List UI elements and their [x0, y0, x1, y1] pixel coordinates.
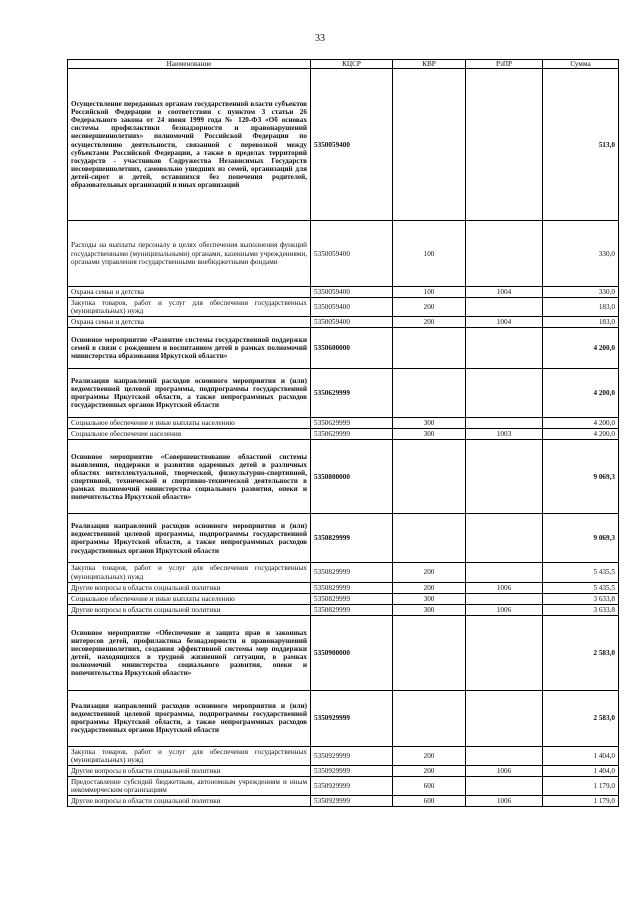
cell-name: Охрана семьи и детства — [68, 287, 311, 298]
cell-kvr: 300 — [393, 604, 466, 615]
table-row — [68, 514, 619, 563]
cell-kvr — [393, 328, 466, 369]
table-row — [68, 440, 619, 514]
cell-rzpr — [466, 440, 543, 514]
cell-name: Реализация направлений расходов основного мероприятия и (или) ведомственной целевой программы, подпрограммы государственной программы Иркутской области, а также непрограммных расходов государственных органов Иркутской области — [68, 369, 311, 418]
cell-kvr — [393, 615, 466, 690]
table-row — [68, 582, 619, 593]
cell-name: Другие вопросы в области социальной политики — [68, 582, 311, 593]
cell-kvr — [393, 69, 466, 221]
cell-sum: 4 200,0 — [543, 328, 619, 369]
cell-kvr — [393, 440, 466, 514]
cell-name: Реализация направлений расходов основного мероприятия и (или) ведомственной целевой программы, подпрограммы государственной программы Иркутской области, а также непрограммных расходов государственных органов Иркутской области — [68, 690, 311, 746]
cell-name: Предоставление субсидий бюджетным, автономным учреждениям и иным некоммерческим организациям — [68, 776, 311, 795]
cell-sum: 3 633,8 — [543, 593, 619, 604]
table-row — [68, 221, 619, 287]
cell-kcsr: 5350629999 — [311, 429, 393, 440]
cell-kcsr: 5350629999 — [311, 369, 393, 418]
cell-sum: 5 435,5 — [543, 582, 619, 593]
table-row — [68, 328, 619, 369]
cell-sum: 4 200,0 — [543, 429, 619, 440]
cell-sum: 183,0 — [543, 317, 619, 328]
cell-sum: 5 435,5 — [543, 563, 619, 582]
cell-kvr: 300 — [393, 429, 466, 440]
table-row — [68, 298, 619, 317]
cell-kcsr: 5350929999 — [311, 690, 393, 746]
table-row — [68, 690, 619, 746]
cell-sum: 3 633,8 — [543, 604, 619, 615]
cell-name: Осуществление переданных органам государственной власти субъектов Российской Федерации в соответствии с пунктом 3 статьи 26 Федерального закона от 24 июня 1999 года № 120-ФЗ «Об основах системы профилактики безнадзорности и правонарушений несовершеннолетних» полномочий Российской Федерации по осуществлению деятельности, связанной с перевозкой между субъектами Российской Федерации, а также в пределах территорий государств - участников Содружества Независимых Государств несовершеннолетних, самовольно ушедших из семей, организаций для детей-сирот и детей, оставшихся без попечения родителей, образовательных организаций и иных организаций — [68, 69, 311, 221]
cell-kvr: 600 — [393, 796, 466, 807]
cell-rzpr: 1004 — [466, 287, 543, 298]
cell-rzpr — [466, 369, 543, 418]
table-row — [68, 796, 619, 807]
cell-rzpr: 1006 — [466, 765, 543, 776]
cell-sum: 9 069,3 — [543, 440, 619, 514]
cell-kcsr: 5350929999 — [311, 746, 393, 765]
cell-sum: 330,0 — [543, 221, 619, 287]
cell-kcsr: 5350829999 — [311, 593, 393, 604]
cell-rzpr — [466, 69, 543, 221]
cell-name: Другие вопросы в области социальной политики — [68, 604, 311, 615]
cell-rzpr — [466, 514, 543, 563]
cell-sum: 4 200,0 — [543, 369, 619, 418]
page-number: 33 — [315, 33, 325, 44]
cell-kcsr: 5350059400 — [311, 287, 393, 298]
cell-kcsr: 5350059400 — [311, 298, 393, 317]
cell-rzpr: 1004 — [466, 317, 543, 328]
cell-kvr: 200 — [393, 298, 466, 317]
cell-name: Социальное обеспечение и иные выплаты населению — [68, 593, 311, 604]
cell-kvr: 100 — [393, 287, 466, 298]
cell-sum: 1 404,0 — [543, 746, 619, 765]
table-row — [68, 604, 619, 615]
cell-kcsr: 5350829999 — [311, 514, 393, 563]
cell-kcsr: 5350929999 — [311, 796, 393, 807]
budget-table — [67, 59, 619, 807]
cell-sum: 2 583,0 — [543, 615, 619, 690]
table-row — [68, 563, 619, 582]
cell-kvr: 600 — [393, 776, 466, 795]
cell-sum: 9 069,3 — [543, 514, 619, 563]
table-row — [68, 429, 619, 440]
cell-rzpr — [466, 298, 543, 317]
cell-kcsr: 5350629999 — [311, 418, 393, 429]
table-row — [68, 287, 619, 298]
header-kvr: КВР — [393, 60, 466, 69]
cell-kvr: 200 — [393, 317, 466, 328]
header-sum: Сумма — [543, 60, 619, 69]
cell-rzpr — [466, 563, 543, 582]
cell-rzpr — [466, 615, 543, 690]
cell-kvr: 100 — [393, 221, 466, 287]
cell-rzpr — [466, 328, 543, 369]
cell-name: Закупка товаров, работ и услуг для обеспечения государственных (муниципальных) нужд — [68, 563, 311, 582]
cell-rzpr — [466, 746, 543, 765]
cell-name: Социальное обеспечение и иные выплаты населению — [68, 418, 311, 429]
cell-kcsr: 5350929999 — [311, 765, 393, 776]
cell-sum: 4 200,0 — [543, 418, 619, 429]
cell-kcsr: 5350900000 — [311, 615, 393, 690]
cell-rzpr: 1006 — [466, 796, 543, 807]
cell-name: Социальное обеспечение населения — [68, 429, 311, 440]
cell-rzpr: 1003 — [466, 429, 543, 440]
cell-kcsr: 5350800000 — [311, 440, 393, 514]
cell-kcsr: 5350929999 — [311, 776, 393, 795]
cell-kcsr: 5350600000 — [311, 328, 393, 369]
cell-kcsr: 5350829999 — [311, 563, 393, 582]
cell-kcsr: 5350829999 — [311, 582, 393, 593]
cell-name: Другие вопросы в области социальной политики — [68, 796, 311, 807]
table-row — [68, 418, 619, 429]
cell-kvr: 200 — [393, 582, 466, 593]
cell-name: Основное мероприятие «Развитие системы государственной поддержки семей в связи с рождением и воспитанием детей в рамках полномочий министерства образования Иркутской области» — [68, 328, 311, 369]
cell-rzpr — [466, 776, 543, 795]
cell-kcsr: 5350059400 — [311, 221, 393, 287]
cell-rzpr — [466, 593, 543, 604]
cell-sum: 1 404,0 — [543, 765, 619, 776]
cell-name: Охрана семьи и детства — [68, 317, 311, 328]
table-row — [68, 765, 619, 776]
cell-name: Другие вопросы в области социальной политики — [68, 765, 311, 776]
cell-sum: 330,0 — [543, 287, 619, 298]
cell-kvr: 300 — [393, 593, 466, 604]
cell-kvr: 200 — [393, 563, 466, 582]
cell-sum: 1 179,0 — [543, 776, 619, 795]
cell-rzpr: 1006 — [466, 604, 543, 615]
cell-kvr: 300 — [393, 418, 466, 429]
table-row — [68, 69, 619, 221]
cell-kvr: 200 — [393, 746, 466, 765]
cell-rzpr — [466, 690, 543, 746]
header-rzpr: РзПР — [466, 60, 543, 69]
cell-kcsr: 5350059400 — [311, 69, 393, 221]
cell-name: Закупка товаров, работ и услуг для обеспечения государственных (муниципальных) нужд — [68, 746, 311, 765]
header-kcsr: КЦСР — [311, 60, 393, 69]
cell-sum: 513,0 — [543, 69, 619, 221]
cell-name: Закупка товаров, работ и услуг для обеспечения государственных (муниципальных) нужд — [68, 298, 311, 317]
cell-name: Основное мероприятие «Совершенствование областной системы выявления, поддержки и развития одаренных детей в различных областях интеллектуальной, творческой, физкультурно-спортивной, спортивной, технической и спортивно-технической деятельности в рамках полномочий министерства социального развития, опеки и попечительства Иркутской области» — [68, 440, 311, 514]
cell-kcsr: 5350829999 — [311, 604, 393, 615]
cell-name: Реализация направлений расходов основного мероприятия и (или) ведомственной целевой программы, подпрограммы государственной программы Иркутской области, а также непрограммных расходов государственных органов Иркутской области — [68, 514, 311, 563]
cell-kcsr: 5350059400 — [311, 317, 393, 328]
table-row — [68, 776, 619, 795]
cell-sum: 2 583,0 — [543, 690, 619, 746]
cell-kvr — [393, 514, 466, 563]
table-row — [68, 746, 619, 765]
header-name: Наименование — [68, 60, 311, 69]
table-header-row — [68, 60, 619, 69]
cell-name: Основное мероприятие «Обеспечение и защита прав и законных интересов детей, профилактика безнадзорности и правонарушений несовершеннолетних, создания эффективной системы мер поддержки детей, находящихся в трудной жизненной ситуации, в рамках полномочий министерства социального развития, опеки и попечительства Иркутской области» — [68, 615, 311, 690]
table-row — [68, 369, 619, 418]
cell-sum: 183,0 — [543, 298, 619, 317]
cell-name: Расходы на выплаты персоналу в целях обеспечения выполнения функций государственными (муниципальными) органами, казенными учреждениями, органами управления государственными внебюджетными фондами — [68, 221, 311, 287]
table-row — [68, 317, 619, 328]
table-row — [68, 615, 619, 690]
cell-rzpr: 1006 — [466, 582, 543, 593]
cell-rzpr — [466, 418, 543, 429]
cell-kvr — [393, 690, 466, 746]
cell-sum: 1 179,0 — [543, 796, 619, 807]
cell-kvr — [393, 369, 466, 418]
table-row — [68, 593, 619, 604]
cell-kvr: 200 — [393, 765, 466, 776]
cell-rzpr — [466, 221, 543, 287]
